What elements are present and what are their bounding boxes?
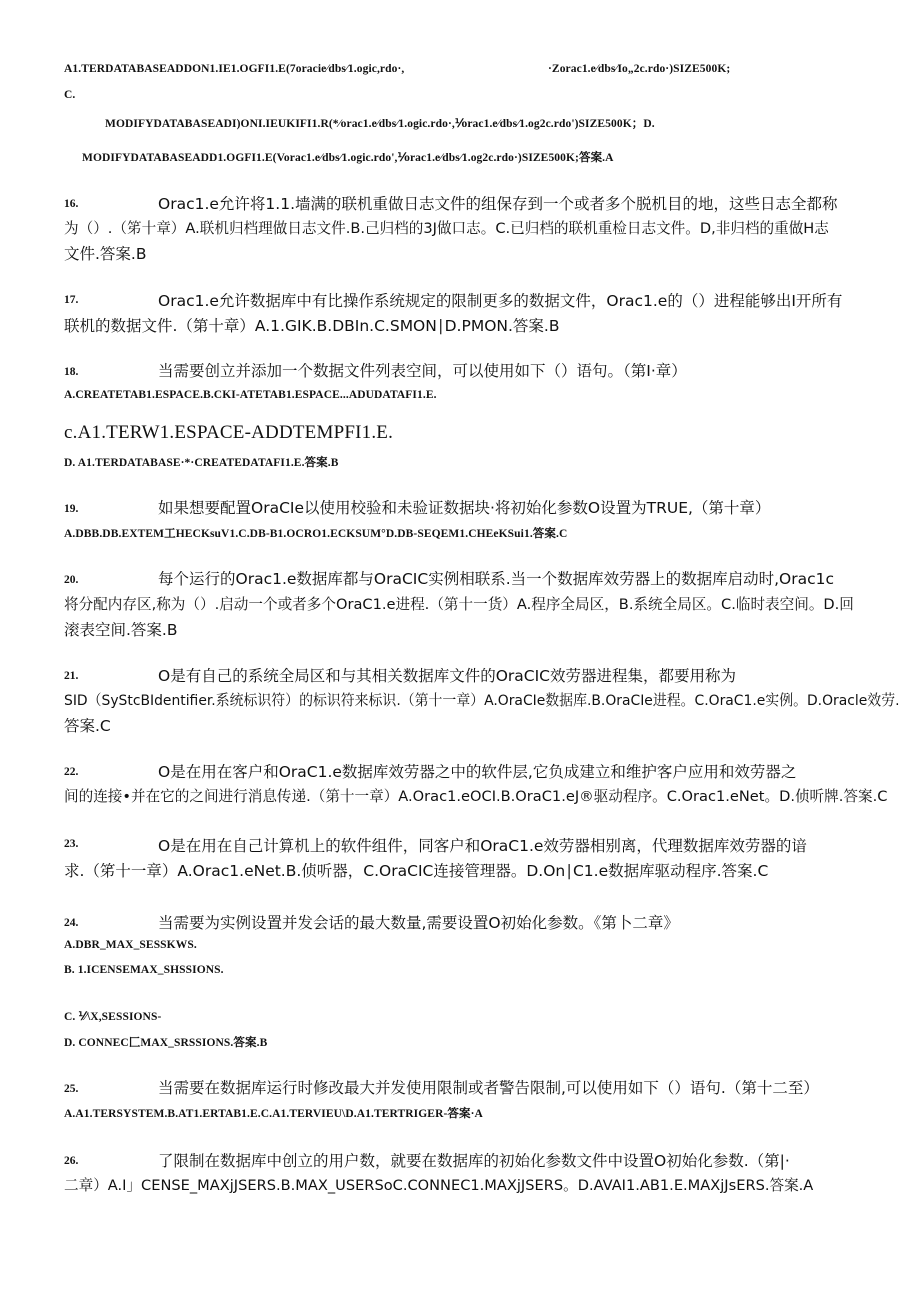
- q24-line-5: D. CONNEC匚MAX_SRSSIONS.答案.B: [64, 1037, 268, 1049]
- q16-line-2: 为（）.（笫十章）A.联机归档理做日志文件.B.己归档的3J做口志。C.已归档的联机重检日志文件。D,非归档的重做H志: [64, 220, 829, 237]
- question-number-23: 23.: [64, 838, 79, 850]
- q16-line-1: Orac1.e允许将1.1.墙满的联机重做日志文件的组保存到一个或者多个脱机目的地，这些日志全都称: [158, 195, 838, 213]
- top-line-1a: A1.TERDATABASEADDON1.IE1.OGFI1.E(7oracie⁄dbs⁄1.ogic,rdo·,: [64, 63, 405, 75]
- top-line-2: C.: [64, 89, 76, 101]
- q17-line-1: Orac1.e允许数据库中有比操作系统规定的限制更多的数据文件，Orac1.e的（）进程能够出I开所有: [158, 292, 843, 310]
- q18-line-4: D. A1.TERDATABASE·*·CREATEDATAFI1.E.答案.B: [64, 457, 339, 469]
- question-number-18: 18.: [64, 366, 79, 378]
- question-number-25: 25.: [64, 1083, 79, 1095]
- q25-line-1: 当需要在数据库运行时修改最大并发使用限制或者警告限制,可以使用如下（）语句.（第十二至）: [158, 1079, 819, 1097]
- question-number-17: 17.: [64, 294, 79, 306]
- q16-line-3: 文件.答案.B: [64, 245, 147, 263]
- q17-line-2: 联机的数据文件.（第十章）A.1.GIK.B.DBIn.C.SMON∣D.PMON.答案.B: [64, 317, 560, 335]
- question-number-22: 22.: [64, 766, 79, 778]
- q20-line-2: 将分配内存区,称为（）.启动一个或者多个OraC1.e进程.（第十一货）A.程序全局区，B.系统全局区。C.临时表空间。D.回: [64, 596, 854, 613]
- q19-line-1: 如果想要配置OraCIe以使用校验和未验证数据块·将初始化参数O设置为TRUE,（第十章）: [158, 499, 771, 517]
- top-line-4: MODIFYDATABASEADD1.OGFI1.E(Vorac1.e⁄dbs⁄1.ogic.rdo',⅟orac1.e⁄dbs⁄1.og2c.rdo·)SIZE500K;答案.A: [82, 152, 614, 164]
- q24-line-1: 当需要为实例设置并发会话的最大数量,需要设置O初始化参数。《第卜二章》: [158, 914, 679, 932]
- top-line-1b: ·Zorac1.e⁄dbs⁄Io„2c.rdo·)SIZE500K;: [548, 63, 731, 75]
- q26-line-2: 二章）A.I」CENSE_MAXjJSERS.B.MAX_USERSoC.CONNEC1.MAXjJSERS。D.AVAI1.AB1.E.MAXjJsERS.答案.A: [64, 1177, 814, 1194]
- q22-line-1: O是在用在客户和OraC1.e数据库效劳器之中的软件层,它负成建立和维护客户应用和效劳器之: [158, 763, 797, 781]
- q22-line-2: 间的连接•并在它的之间进行消息传递.（第十一章）A.Orac1.eOCI.B.OraC1.eJ®驱动程序。C.Orac1.eNet。D.侦听牌.答案.C: [64, 788, 888, 805]
- question-number-21: 21.: [64, 670, 79, 682]
- question-number-19: 19.: [64, 503, 79, 515]
- q26-line-1: 了限制在数据库中创立的用户数，就要在数据库的初始化参数文件中设置O初始化参数.（第|·: [158, 1152, 790, 1170]
- q25-line-2: A.A1.TERSYSTEM.B.AT1.ERTAB1.E.C.A1.TERVIEU\D.A1.TERTRIGER-答案·A: [64, 1108, 483, 1120]
- q23-line-1: O是在用在自己计算机上的软件组件，同客户和OraC1.e效劳器相别离，代理数据库效劳器的谙: [158, 837, 807, 855]
- top-line-3: MODIFYDATABASEADI)ONI.IEUKIFI1.R(*⁄orac1.e⁄dbs⁄1.ogic.rdo·,⅟orac1.e⁄dbs⁄1.og2c.rdo')SIZE500K；D.: [105, 118, 655, 130]
- q20-line-3: 滚表空间.答案.B: [64, 621, 178, 639]
- q20-line-1: 每个运行的Orac1.e数据库都与OraCIC实例相联系.当一个数据库效劳器上的数据库启动时,Orac1c: [158, 570, 835, 588]
- q21-line-2: SID（SyStcBIdentifier.系统标识符）的标识符来标识.（第十一章）A.OraCIe数据库.B.OraCIe进程。C.OraC1.e实例。D.Oracle效劳.: [64, 692, 900, 709]
- q23-line-2: 求.（笫十一章）A.Orac1.eNet.B.侦听器，C.OraCIC连接管理器。D.On∣C1.e数据库驱动程序.答案.C: [64, 862, 769, 880]
- q19-line-2: A.DBB.DB.EXTEM工HECKsuV1.C.DB-B1.OCRO1.ECKSUM°D.DB-SEQEM1.CHEeKSui1.答案.C: [64, 528, 568, 540]
- q24-line-2: A.DBR_MAX_SESSKWS.: [64, 939, 197, 951]
- question-number-24: 24.: [64, 917, 79, 929]
- question-number-20: 20.: [64, 574, 79, 586]
- question-number-26: 26.: [64, 1155, 79, 1167]
- q18-line-3: c.A1.TERW1.ESPACE-ADDTEMPFI1.E.: [64, 422, 394, 443]
- q24-line-3: B. 1.ICENSEMAX_SHSSIONS.: [64, 964, 224, 976]
- q21-line-3: 答案.C: [64, 717, 111, 735]
- q18-line-2: A.CREATETAB1.ESPACE.B.CKI-ATETAB1.ESPACE...ADUDATAFI1.E.: [64, 389, 437, 401]
- q18-line-1: 当需要创立并添加一个数据文件列表空间，可以使用如下（）语句。（第I·章）: [158, 362, 687, 380]
- q21-line-1: O是有自己的系统全局区和与其相关数据库文件的OraCIC效劳器进程集，都要用称为: [158, 667, 736, 685]
- q24-line-4: C. ⅟⁄\X,SESSIONS-: [64, 1011, 162, 1023]
- question-number-16: 16.: [64, 198, 79, 210]
